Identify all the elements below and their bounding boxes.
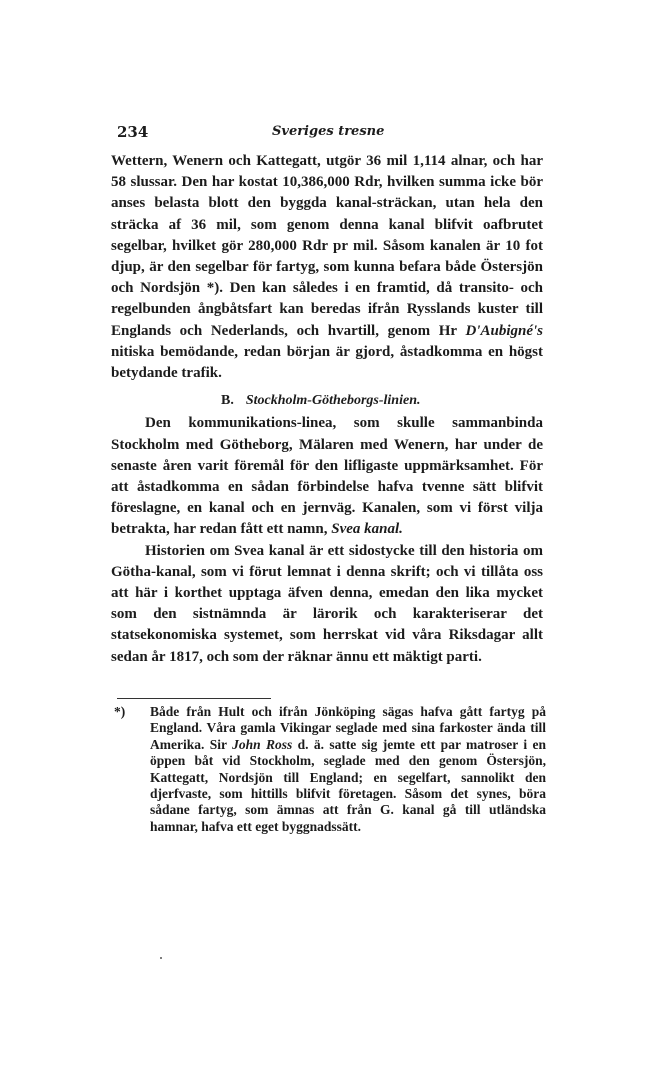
- paragraph-3: Historien om Svea kanal är ett sidostycke till den historia om Götha-kanal, som vi förut lemnat i denna skrift; och vi tillåta oss att här i korthet upptaga äfven denna, emedan den lika mycket som den sistnämnda är lärorik och karakteriserar det statsekonomiska systemet, som herrskat vid våra Riksdagar allt sedan år 1817, och som der räknar ännu ett mäktigt parti.: [111, 542, 543, 665]
- footnote-body: [150, 704, 546, 835]
- paragraph-1-text-b: nitiska bemödande, redan början är gjord, åstadkomma en högst betydande trafik.: [111, 343, 543, 382]
- footnote-divider: [117, 698, 271, 699]
- section-letter: B.: [221, 393, 234, 409]
- name-daubigne: D'Aubigné's: [465, 322, 543, 339]
- paragraph-1: [111, 151, 543, 384]
- footnote: [114, 704, 546, 835]
- paragraph-1-text-a: Wettern, Wenern och Kattegatt, utgör 36 mil 1,114 alnar, och har 58 slussar. Den har kostat 10,386,000 Rdr, hvilken summa icke bör anses belasta blott den byggda kanal-sträckan, utan hela den sträcka af 36 mil, som genom denna kanal blifvit oafbrutet segelbar, hvilket gör 280,000 Rdr pr mil. Såsom kanalen är 10 fot djup, är den segelbar för fartyg, som kunna befara både Östersjön och Nordsjön *). Den kan således i en framtid, då transito- och regelbunden ångbåtsfart kan beredas ifrån Rysslands kuster till Englands och Nederlands, och hvartill, genom Hr: [111, 153, 543, 339]
- footnote-text-b: d. ä. satte sig jemte ett par matroser i en öppen båt vid Stockholm, seglade med den genom Östersjön, Kattegatt, Nordsjön till England; en segelfart, sannolikt den djerfvaste, som hittills blifvit företagen. Såsom det synes, böra sådane fartyg, som ämnas att från G. kanal gå till utländska hamnar, hafva ett eget byggnadssätt.: [150, 736, 546, 834]
- running-title: Sveriges tresne: [272, 124, 385, 139]
- section-title: Stockholm-Götheborgs-linien.: [245, 393, 421, 409]
- footnote-text-a: Både från Hult och ifrån Jönköping sägas hafva gått fartyg på England. Våra gamla Vikingar seglade med sina farkoster ända till Amerika. Sir: [150, 704, 546, 752]
- paragraph-2: [111, 413, 543, 540]
- name-john-ross: John Ross: [232, 736, 293, 752]
- page-number: 234: [117, 123, 149, 141]
- footnote-marker: *): [114, 704, 126, 719]
- svea-kanal-name: Svea kanal.: [331, 521, 403, 538]
- page-header: [117, 123, 547, 145]
- paragraph-2-text: Den kommunikations-linea, som skulle sammanbinda Stockholm med Götheborg, Mälaren med Wenern, har under de senaste åren varit föremål för den lifligaste uppmärksamhet. För att åstadkomma en sådan förbindelse hafva tvenne sätt blifvit föreslagne, en kanal och en jernväg. Kanalen, som vi först vilja betrakta, har redan fått ett namn,: [111, 415, 543, 538]
- main-text: [111, 151, 543, 668]
- ink-speck: [160, 957, 162, 959]
- section-heading: [111, 390, 543, 411]
